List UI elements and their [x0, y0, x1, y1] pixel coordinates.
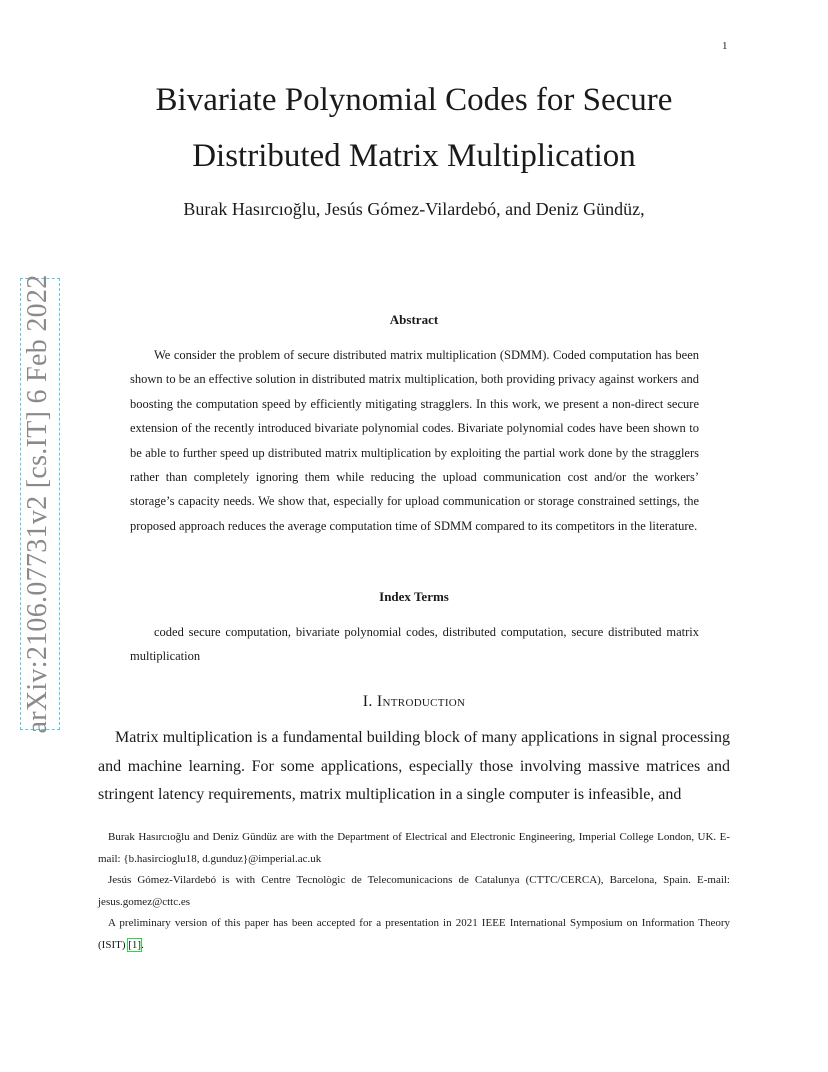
- page-number: 1: [722, 40, 728, 52]
- title-line-1: Bivariate Polynomial Codes for Secure: [155, 82, 673, 118]
- index-terms-heading: Index Terms: [379, 589, 449, 604]
- abstract-body: We consider the problem of secure distributed matrix multiplication (SDMM). Coded computation has been shown to be an effective solution in distributed matrix multiplication, both providing privacy against workers and boosting the computation speed by efficiently mitigating stragglers. In this work, we present a non-direct secure extension of the recently introduced bivariate polynomial codes. Bivariate polynomial codes have been shown to be able to further speed up distributed matrix multiplication by exploiting the partial work done by the stragglers rather than completely ignoring them while reducing the upload communication cost and/or the workers’ storage’s capacity needs. We show that, especially for upload communication or storage constrained settings, the proposed approach reduces the average computation time of SDMM compared to its competitors in the literature.: [130, 348, 699, 533]
- footnote-affiliation-1: Burak Hasırcıoğlu and Deniz Gündüz are with the Department of Electrical and Electronic Engineering, Imperial College London, UK. E-mail: {b.hasircioglu18, d.gunduz}@imperial.ac.uk: [98, 831, 730, 865]
- footnote-3-text: A preliminary version of this paper has been accepted for a presentation in 2021 IEEE International Symposium on Information Theory (ISIT): [98, 917, 730, 951]
- introduction-body: Matrix multiplication is a fundamental building block of many applications in signal processing and machine learning. For some applications, especially those involving massive matrices and stringent latency requirements, matrix multiplication in a single computer is infeasible, and: [98, 729, 730, 803]
- index-terms-body: coded secure computation, bivariate polynomial codes, distributed computation, secure distributed matrix multiplication: [130, 625, 699, 664]
- arxiv-identifier[interactable]: arXiv:2106.07731v2 [cs.IT] 6 Feb 2022: [22, 274, 53, 734]
- introduction-heading-text: I. Introduction: [362, 693, 466, 710]
- abstract-heading: Abstract: [389, 312, 439, 327]
- title-line-2: Distributed Matrix Multiplication: [192, 138, 636, 174]
- author-list: Burak Hasırcıoğlu, Jesús Gómez-Vilardebó, and Deniz Gündüz,: [183, 199, 645, 219]
- introduction-heading: [0, 693, 828, 711]
- paper-title: [0, 72, 828, 184]
- footnote-affiliation-2: Jesús Gómez-Vilardebó is with Centre Tecnològic de Telecomunicacions de Catalunya (CTTC/CERCA), Barcelona, Spain. E-mail: jesus.gomez@cttc.es: [98, 874, 730, 908]
- citation-link[interactable]: [1]: [128, 938, 142, 951]
- footnote-preliminary-version: [98, 913, 730, 956]
- footnote-3-end: .: [141, 938, 144, 951]
